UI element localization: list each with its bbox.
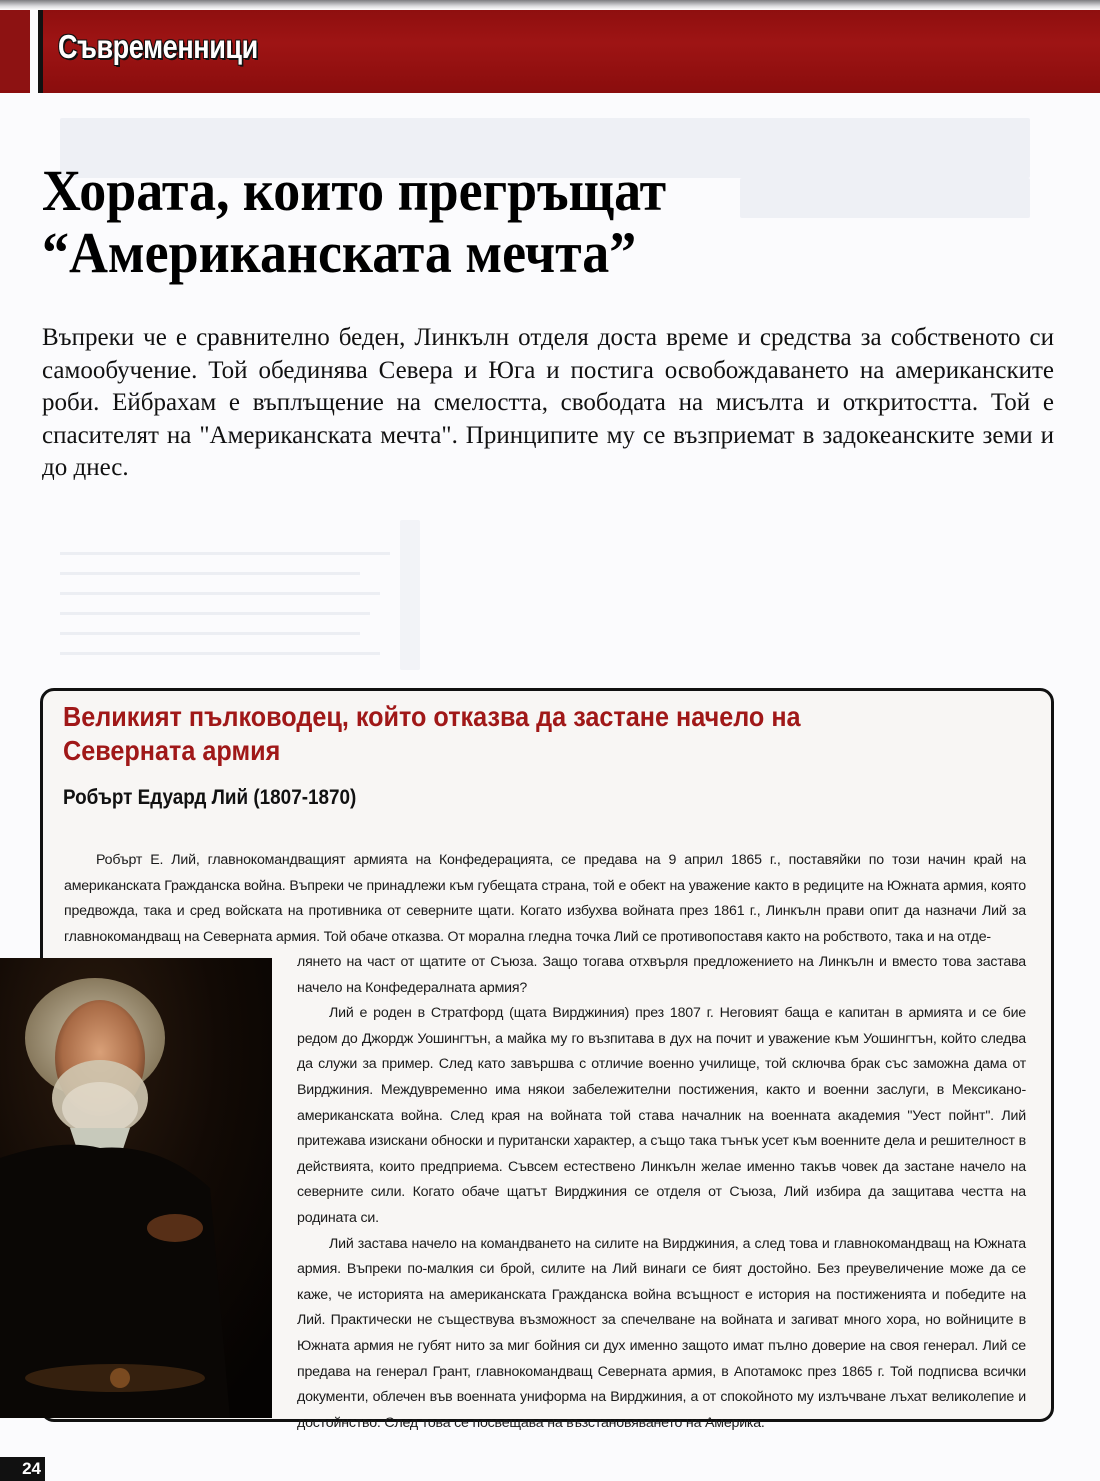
page-number: 24 [0,1457,45,1481]
sidebar-body-column [297,950,1026,1436]
section-label: Съвременници [58,28,258,65]
article-title-line-2: “Американската мечта” [42,220,637,285]
sidebar-body-full-width [64,848,1026,950]
page-top-edge [0,0,1100,10]
sidebar-box-title: Великият пълководец, който отказва да застане начело на Северната армия [63,701,801,766]
article-title-line-1: Хората, които прегръщат [42,158,667,223]
header-left-tab [0,10,30,90]
header-divider-bar [38,10,43,93]
paragraph-1-continued: лянето на част от щатите от Съюза. Защо тогава отхвърля предложението на Линкълн и вместо това застава начело на Конфедералната армия? [297,954,1026,996]
portrait-image [0,958,275,1418]
header-divider-gap [30,10,38,93]
article-title [42,160,879,284]
paragraph-3: Лий застава начело на командването на силите на Вирджиния, а след това и главнокомандващ на Южната армия. Въпреки по-малкия си брой, силите на Лий винаги се бият достойно. Без преувеличение може да се каже, че историята на американската Гражданска война всъщност е история на постиженията и победите на Лий. Практически не съществува възможност за спечелване на войната и загиват много хора, но войниците в Южната армия не губят нито за миг бойния си дух именно защото имат пълно доверие на своя генерал. Лий се предава на генерал Грант, главнокомандващ Северната армия, в Апотамокс през 1865 г. Той подписва всички документи, облечен във военната униформа на Вирджиния, а от спокойното му излъчване лъхат великолепие и достойнство. След това се посвещава на възстановяването на Америка. [297,1235,1026,1431]
article-lead: Въпреки че е сравнително беден, Линкълн отделя доста време и средства за собственото си самообучение. Той обединява Севера и Юга и постига освобождаването на американските роби. Ейбрахам е въплъщение на смелостта, свободата на мисълта и откритостта. Той е спасителят на "Американската мечта". Принципите му се възприемат в задокеанските земи и до днес. [42,324,1054,481]
portrait-illustration [0,958,272,1418]
paragraph-1: Робърт Е. Лий, главнокомандващият армията на Конфедерацията, се предава на 9 април 1865 г., поставяйки по този начин край на американската Гражданска война. Въпреки че принадлежи към губещата страна, той е обект на уважение както в редиците на Южната армия, която предвожда, така и сред войската на противника от северните щати. Когато избухва войната през 1861 г., Линкълн прави опит да назначи Лий за главнокомандващ на Северната армия. Той обаче отказва. От морална гледна точка Лий се противопоставя както на робството, така и на отде- [64,852,1026,945]
paragraph-2: Лий е роден в Стратфорд (щата Вирджиния) през 1807 г. Неговият баща е капитан в армията и се бие редом до Джордж Уошингтън, а майка му го възпитава в дух на почит и уважение към Уошингтън, който следва да служи за пример. След като завършва с отличие военно училище, той сключва брак със заможна дама от Вирджиния. Междувременно има някои забележителни постижения, както и военни заслуги, в Мексикано-американската война. След края на войната той става началник на военната академия "Уест пойнт". Лий притежава изискани обноски и пуритански характер, а също така тънък усет към военните дела и решителност в действията, които предприема. Съвсем естествено Линкълн желае именно такъв човек да застане начело на северните сили. Когато обаче щатът Вирджиния се отделя от Съюза, Лий избира да защитава честта на родината си. [297,1005,1026,1226]
sidebar-box-subtitle: Робърт Едуард Лий (1807-1870) [63,786,357,809]
